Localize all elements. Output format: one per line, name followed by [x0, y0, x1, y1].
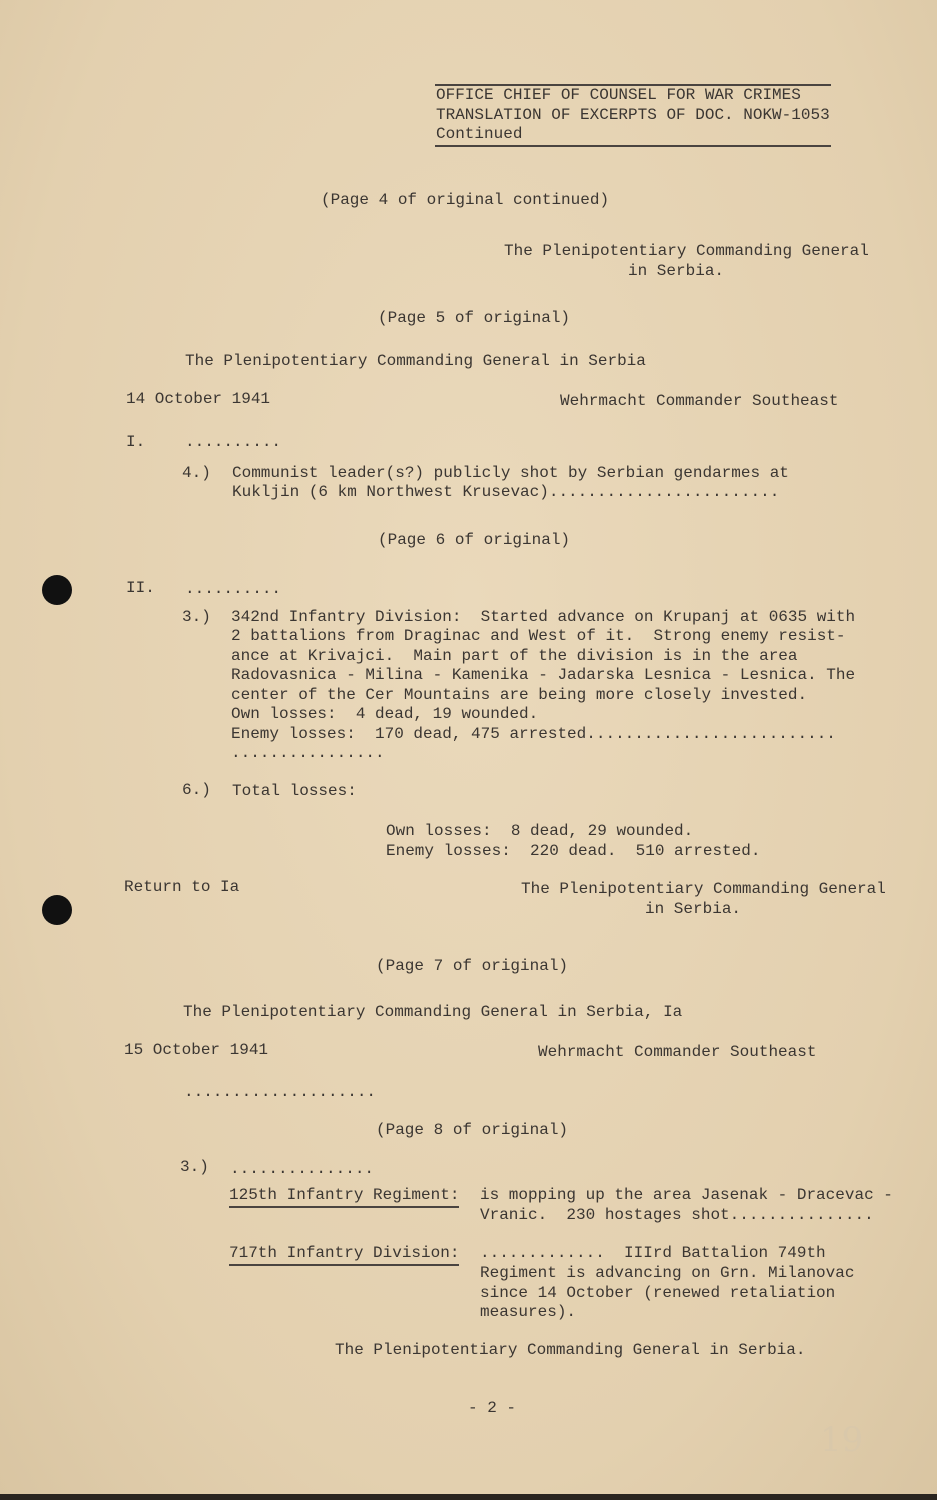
page-note: (Page 5 of original)	[378, 309, 571, 327]
report-recipient: Wehrmacht Commander Southeast	[560, 392, 839, 410]
header-rule-bottom	[435, 145, 831, 147]
unit-text: is mopping up the area Jasenak - Dracevac -	[480, 1186, 893, 1204]
page-note: (Page 4 of original continued)	[321, 191, 610, 209]
signature-line: The Plenipotentiary Commanding General	[521, 880, 886, 898]
total-losses: Own losses: 8 dead, 29 wounded.	[386, 822, 694, 840]
item-text: ................	[231, 744, 385, 762]
item-text: 2 battalions from Draginac and West of it. Strong enemy resist-	[231, 627, 846, 645]
signature-line: The Plenipotentiary Commanding General in Serbia.	[335, 1341, 806, 1359]
page-note: (Page 6 of original)	[378, 531, 571, 549]
item-text: Total losses:	[232, 782, 357, 800]
punch-hole	[42, 895, 72, 925]
item-text: Kukljin (6 km Northwest Krusevac)........................	[232, 483, 780, 501]
signature-line: in Serbia.	[645, 900, 742, 918]
header-line: OFFICE CHIEF OF COUNSEL FOR WAR CRIMES	[436, 86, 801, 104]
unit-text: ............. IIIrd Battalion 749th	[480, 1244, 826, 1262]
item-text: Own losses: 4 dead, 19 wounded.	[231, 705, 539, 723]
report-date: 14 October 1941	[126, 390, 271, 408]
unit-label: 717th Infantry Division:	[229, 1244, 459, 1266]
item-text: center of the Cer Mountains are being more closely invested.	[231, 686, 808, 704]
item-number: 3.)	[182, 608, 211, 626]
section-number: I.	[126, 433, 146, 451]
page-note: (Page 8 of original)	[376, 1121, 569, 1139]
section-number: II.	[126, 579, 155, 597]
unit-text: Regiment is advancing on Grn. Milanovac	[480, 1264, 855, 1282]
ellipsis: ...............	[230, 1160, 375, 1178]
ellipsis: ..........	[185, 580, 282, 598]
report-title: The Plenipotentiary Commanding General in Serbia, Ia	[183, 1003, 683, 1021]
header-line: TRANSLATION OF EXCERPTS OF DOC. NOKW-1053	[436, 106, 830, 124]
item-number: 3.)	[180, 1158, 209, 1176]
report-recipient: Wehrmacht Commander Southeast	[538, 1043, 817, 1061]
item-number: 6.)	[182, 781, 211, 799]
signature-line: in Serbia.	[628, 262, 725, 280]
item-text: Radovasnica - Milina - Kamenika - Jadarska Lesnica - Lesnica. The	[231, 666, 856, 684]
page-note: (Page 7 of original)	[376, 957, 569, 975]
header-line: Continued	[436, 125, 523, 143]
item-text: 342nd Infantry Division: Started advance on Krupanj at 0635 with	[231, 608, 856, 626]
item-number: 4.)	[182, 464, 211, 482]
punch-hole	[42, 575, 72, 605]
unit-label: 125th Infantry Regiment:	[229, 1186, 459, 1208]
report-title: The Plenipotentiary Commanding General in Serbia	[185, 352, 646, 370]
routing-note: Return to Ia	[124, 878, 240, 896]
signature-line: The Plenipotentiary Commanding General	[504, 242, 869, 260]
page-number: - 2 -	[468, 1399, 517, 1417]
item-text: Communist leader(s?) publicly shot by Serbian gendarmes at	[232, 464, 789, 482]
total-losses: Enemy losses: 220 dead. 510 arrested.	[386, 842, 761, 860]
unit-text: since 14 October (renewed retaliation	[480, 1284, 836, 1302]
stamp-number: 19	[820, 1420, 864, 1460]
page-edge	[0, 1494, 937, 1500]
ellipsis: ....................	[184, 1083, 377, 1101]
unit-text: Vranic. 230 hostages shot...............	[480, 1206, 874, 1224]
report-date: 15 October 1941	[124, 1041, 269, 1059]
item-text: ance at Krivajci. Main part of the division is in the area	[231, 647, 798, 665]
ellipsis: ..........	[185, 433, 282, 451]
unit-text: measures).	[480, 1303, 577, 1321]
item-text: Enemy losses: 170 dead, 475 arrested..........................	[231, 725, 836, 743]
